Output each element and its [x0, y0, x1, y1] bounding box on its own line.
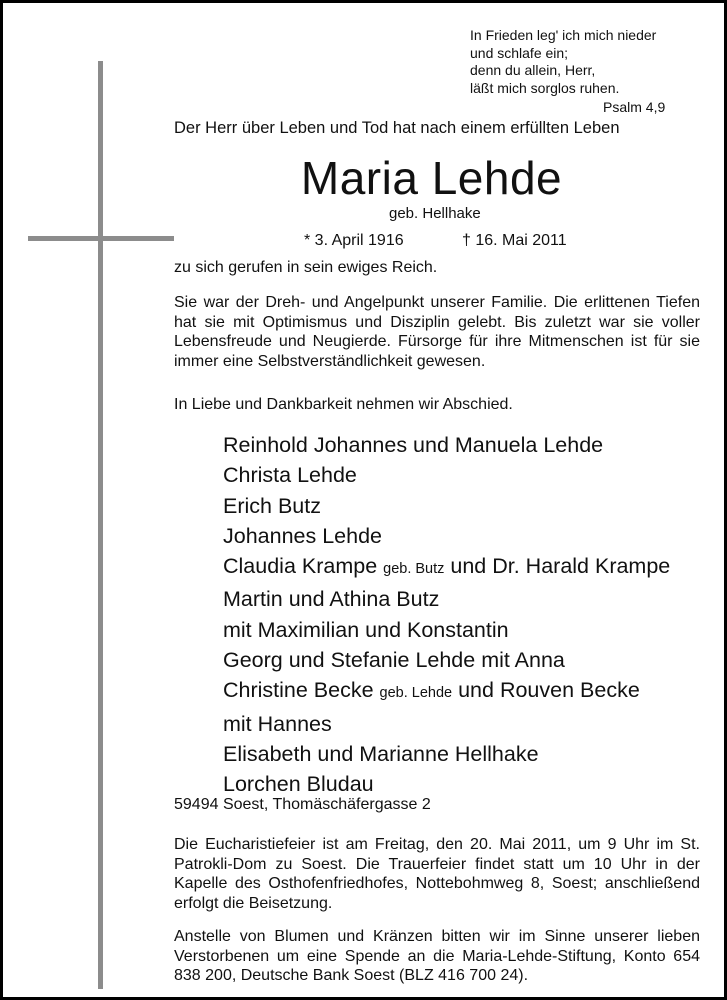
mourner-birth-name: geb. Butz [383, 561, 445, 578]
tribute-paragraph: Sie war der Dreh- und Angelpunkt unserer Familie. Die erlittenen Tiefen hat sie mit Optimismus und Disziplin gelebt. Bis zuletzt war sie voller Lebensfreude und Neugierde. Fürsorge für ihre Mitmenschen ist für sie immer eine Selbstverständlichkeit gewesen. [174, 294, 700, 370]
mourner-name: und Rouven Becke [452, 678, 640, 703]
farewell-text: In Liebe und Dankbarkeit nehmen wir Abschied. [174, 396, 513, 413]
mourner-line: Erich Butz [223, 493, 321, 518]
mourner-line: Christa Lehde [223, 463, 357, 488]
mourner-line: Johannes Lehde [223, 523, 383, 548]
cross-horizontal-beam [28, 236, 174, 241]
mourner-line: Martin und Athina Butz [223, 587, 440, 612]
service-info-paragraph: Die Eucharistiefeier ist am Freitag, den 20. Mai 2011, um 9 Uhr im St. Patrokli-Dom zu Soest. Die Trauerfeier findet statt um 10 Uhr in der Kapelle des Osthofenfriedhofes, Nottebohmweg 8, Soest; anschließend erfolgt die Beisetzung. [174, 836, 700, 912]
psalm-line: denn du allein, Herr, [470, 62, 596, 78]
mourner-line: Georg und Stefanie Lehde mit Anna [223, 648, 565, 673]
mourner-line: Reinhold Johannes und Manuela Lehde [223, 433, 604, 457]
psalm-quote [470, 27, 680, 97]
mourner-line [223, 551, 703, 584]
family-address: 59494 Soest, Thomäschäfergasse 2 [174, 796, 431, 813]
called-home-text: zu sich gerufen in sein ewiges Reich. [174, 259, 438, 276]
intro-text: Der Herr über Leben und Tod hat nach einem erfüllten Leben [174, 119, 620, 137]
deceased-name: Maria Lehde [300, 152, 563, 204]
death-date: † 16. Mai 2011 [462, 232, 567, 249]
mourner-name: Christine Becke [223, 678, 380, 703]
mourner-line [223, 675, 703, 708]
mourner-line: Lorchen Bludau [223, 772, 374, 797]
mourner-line: mit Hannes [223, 711, 332, 736]
psalm-line: In Frieden leg' ich mich nieder [470, 27, 657, 43]
donation-info-paragraph: Anstelle von Blumen und Kränzen bitten wir im Sinne unserer lieben Verstorbenen um eine Spende an die Maria-Lehde-Stiftung, Konto 654 838 200, Deutsche Bank Soest (BLZ 416 700 24). [174, 928, 700, 984]
psalm-line: und schlafe ein; [470, 44, 569, 61]
birth-name: geb. Hellhake [389, 205, 481, 222]
psalm-line: läßt mich sorglos ruhen. [470, 79, 620, 96]
mourner-line: mit Maximilian und Konstantin [223, 617, 509, 642]
psalm-reference: Psalm 4,9 [603, 99, 666, 115]
mourner-name: und Dr. Harald Krampe [444, 554, 671, 579]
mourner-name: Claudia Krampe [223, 554, 384, 579]
mourner-birth-name: geb. Lehde [379, 685, 453, 702]
mourners-list [223, 430, 703, 800]
mourner-line: Elisabeth und Marianne Hellhake [223, 741, 539, 766]
birth-date: * 3. April 1916 [304, 232, 404, 249]
